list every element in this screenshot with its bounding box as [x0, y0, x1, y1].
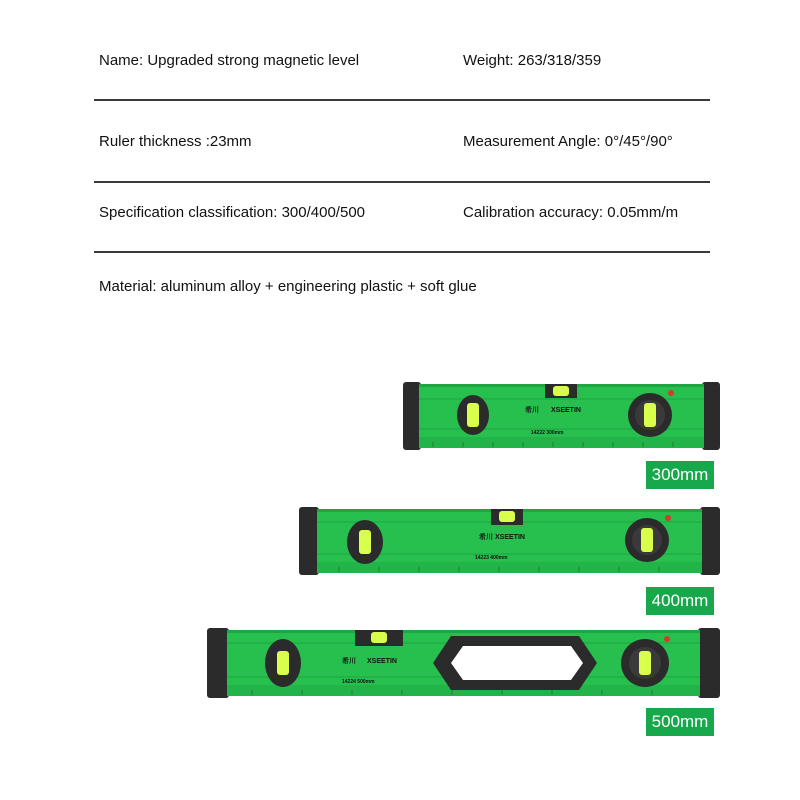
spec-material: Material: aluminum alloy + engineering plastic + soft glue	[99, 278, 477, 295]
spec-classification: Specification classification: 300/400/500	[99, 204, 366, 221]
spec-weight: Weight: 263/318/359	[463, 52, 602, 69]
left-endcap	[207, 628, 229, 698]
spec-thickness: Ruler thickness :23mm	[99, 133, 252, 150]
vial	[499, 511, 515, 522]
divider	[94, 181, 710, 183]
divider	[94, 251, 710, 253]
level-500mm-image	[207, 627, 720, 699]
left-endcap	[403, 382, 421, 450]
brand-text: XSEETIN	[367, 658, 397, 665]
right-endcap	[700, 507, 720, 575]
svg-text:希川: 希川	[342, 657, 356, 665]
right-endcap	[702, 382, 720, 450]
size-label-300mm: 300mm	[646, 461, 714, 489]
spec-name: Name: Upgraded strong magnetic level	[99, 52, 360, 69]
brand-text: XSEETIN	[495, 534, 525, 541]
spec-accuracy: Calibration accuracy: 0.05mm/m	[463, 204, 679, 221]
model-text: 14223 400mm	[475, 555, 508, 561]
vial	[553, 386, 569, 396]
model-text: 14224 500mm	[342, 679, 375, 685]
divider	[94, 99, 710, 101]
size-label-400mm: 400mm	[646, 587, 714, 615]
brand-text: XSEETIN	[551, 407, 581, 414]
spec-angle: Measurement Angle: 0°/45°/90°	[463, 133, 673, 150]
model-text: 14222 300mm	[531, 430, 564, 436]
svg-text:希川: 希川	[525, 406, 539, 414]
level-300mm-image	[403, 381, 720, 451]
level-400mm-image	[299, 506, 720, 576]
size-label-500mm: 500mm	[646, 708, 714, 736]
vial	[371, 632, 387, 643]
svg-text:希川: 希川	[479, 533, 493, 541]
left-endcap	[299, 507, 319, 575]
right-endcap	[698, 628, 720, 698]
